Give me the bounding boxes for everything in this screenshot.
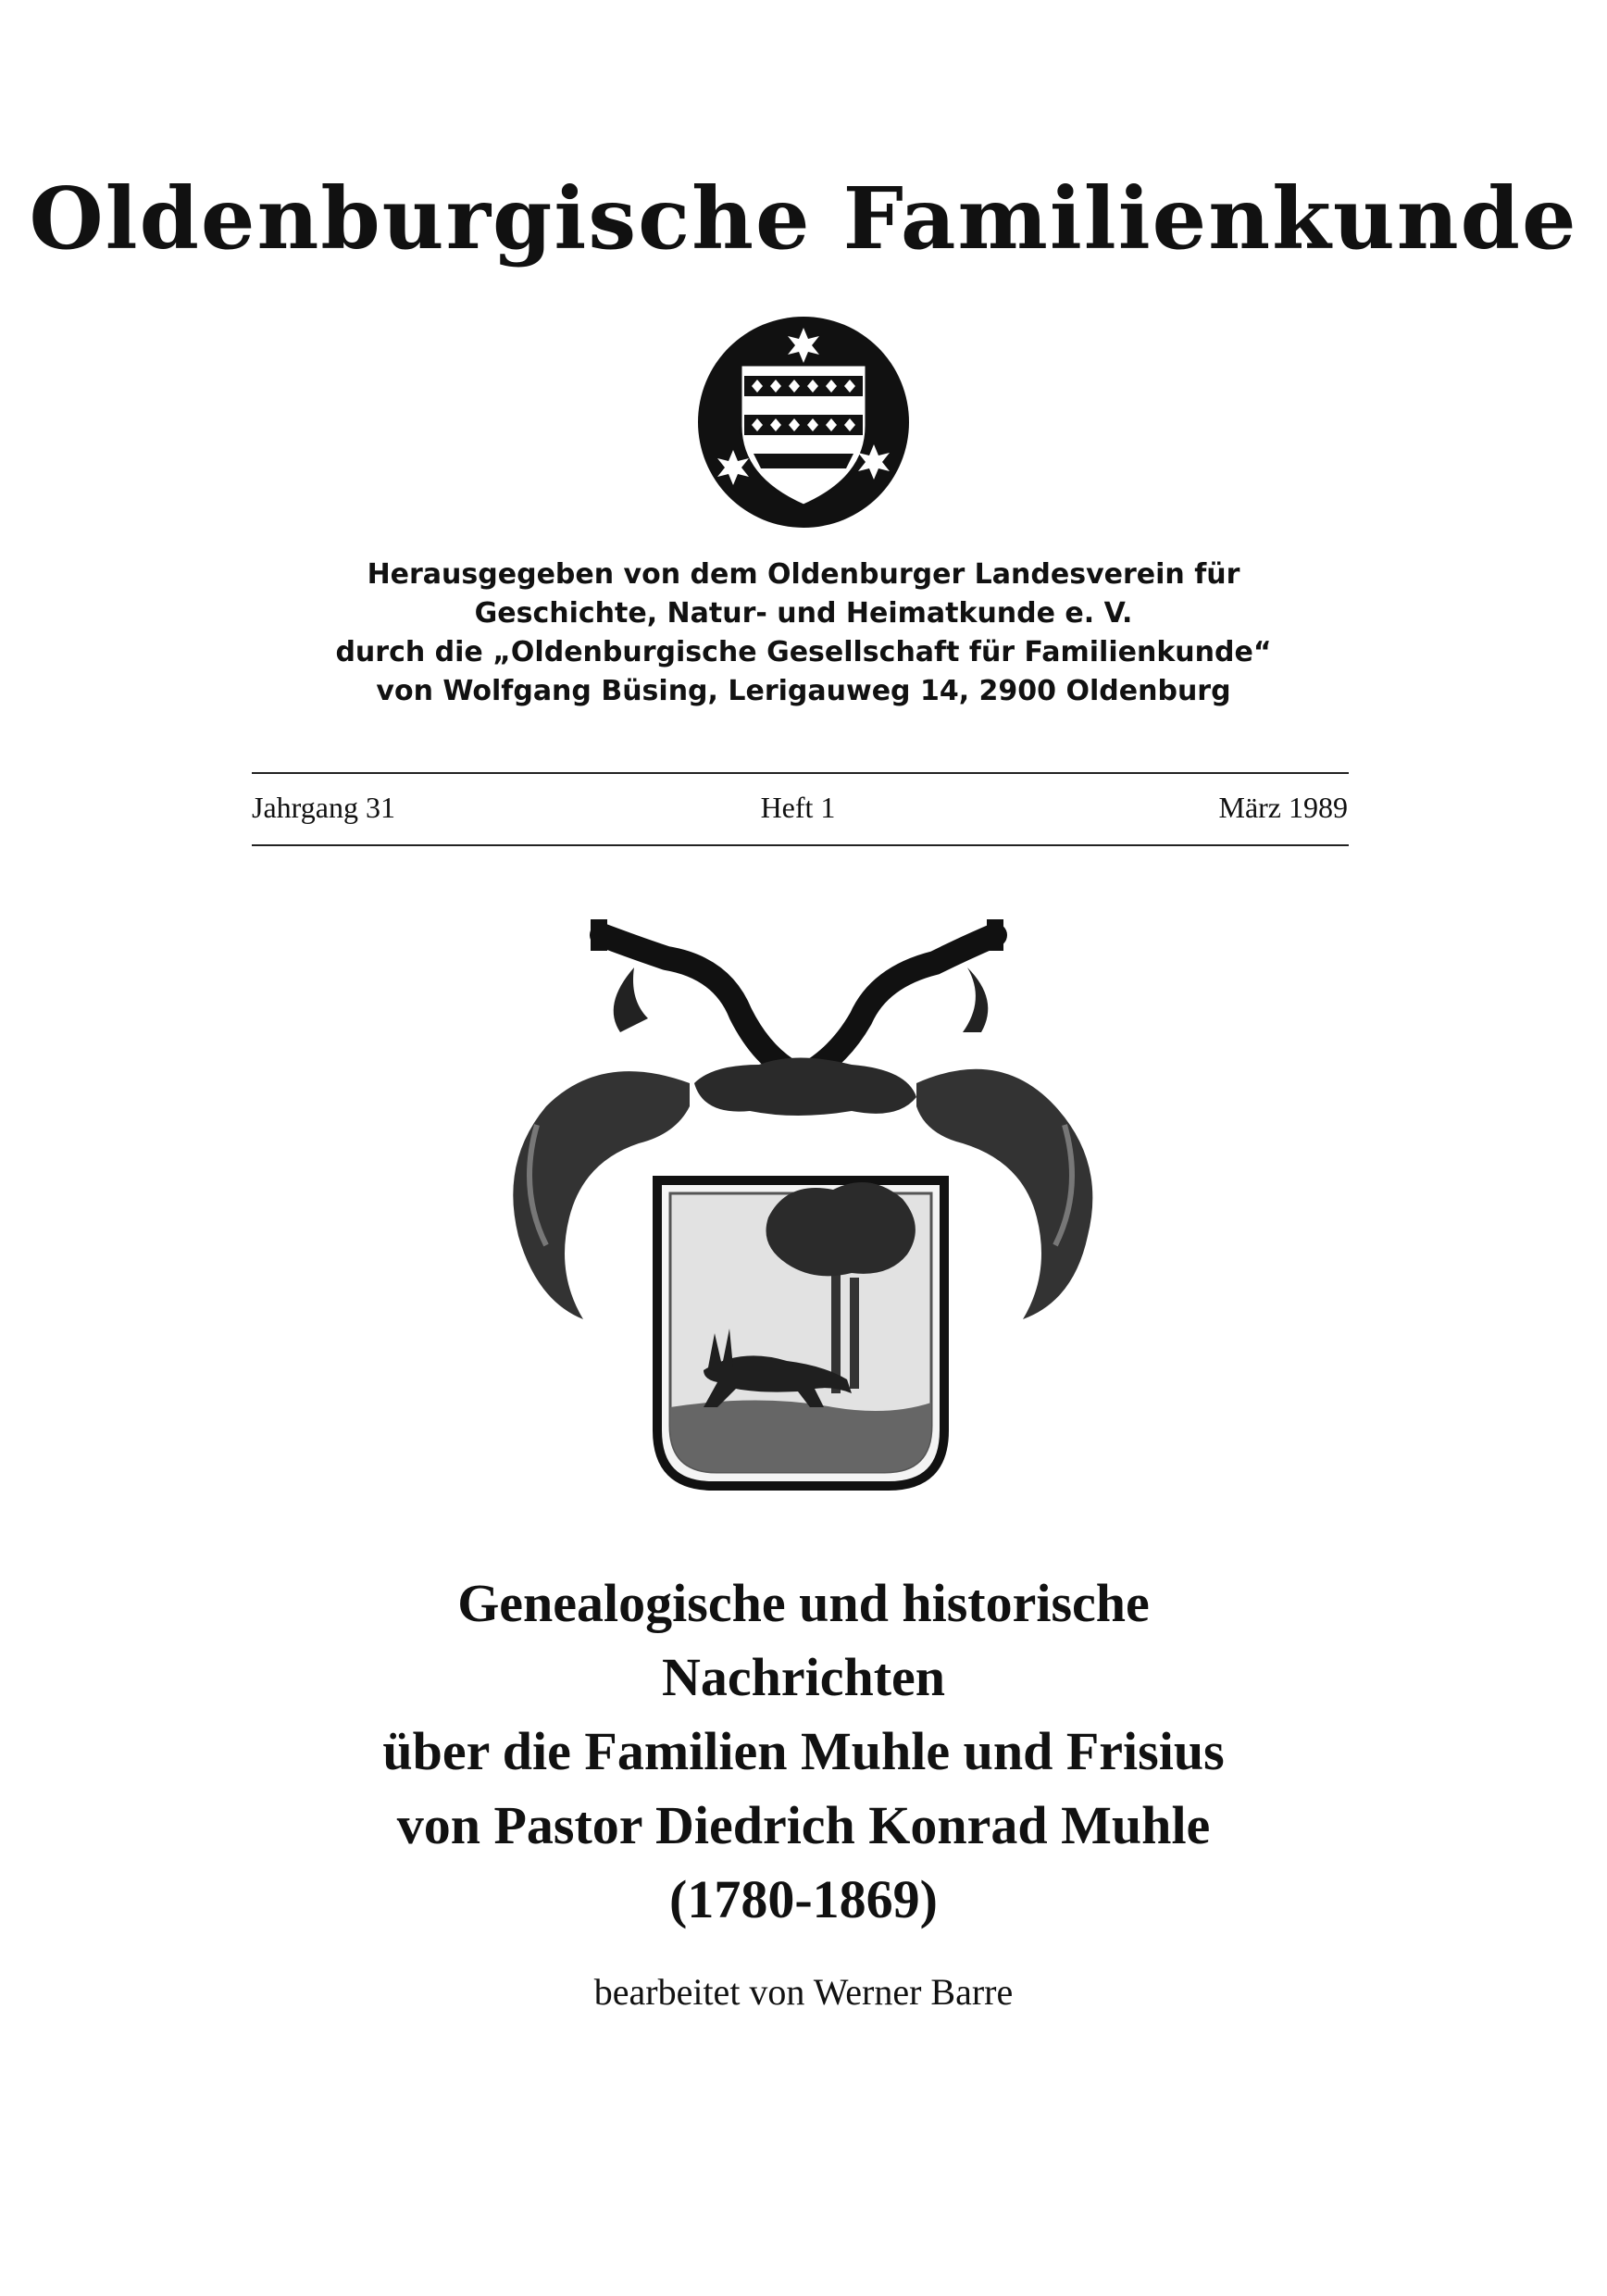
volume-label: Jahrgang 31 — [252, 791, 395, 824]
issue-date: März 1989 — [1218, 791, 1348, 824]
publisher-line: von Wolfgang Büsing, Lerigauweg 14, 2900 Oldenburg — [376, 675, 1231, 707]
article-title-line: über die Familien Muhle und Frisius — [382, 1721, 1225, 1781]
coat-of-arms-icon — [481, 912, 1111, 1504]
article-title — [0, 1566, 1607, 1937]
publisher-block — [0, 555, 1607, 711]
article-title-line: Genealogische und historische — [457, 1573, 1150, 1633]
article-title-line: (1780-1869) — [669, 1869, 938, 1929]
bottom-rule — [252, 844, 1349, 846]
top-rule — [252, 772, 1349, 774]
issue-number: Heft 1 — [760, 791, 836, 824]
article-title-line: von Pastor Diedrich Konrad Muhle — [396, 1795, 1211, 1855]
publisher-line: durch die „Oldenburgische Gesellschaft für Familienkunde“ — [335, 636, 1272, 668]
journal-title: Oldenburgische Familienkunde — [29, 168, 1578, 268]
editor-credit: bearbeitet von Werner Barre — [593, 1971, 1014, 2013]
oldenburg-shield-emblem-icon — [696, 315, 911, 530]
publisher-line: Herausgegeben von dem Oldenburger Landesverein für — [367, 558, 1240, 591]
publisher-line: Geschichte, Natur- und Heimatkunde e. V. — [474, 597, 1133, 630]
article-title-line: Nachrichten — [661, 1647, 946, 1707]
